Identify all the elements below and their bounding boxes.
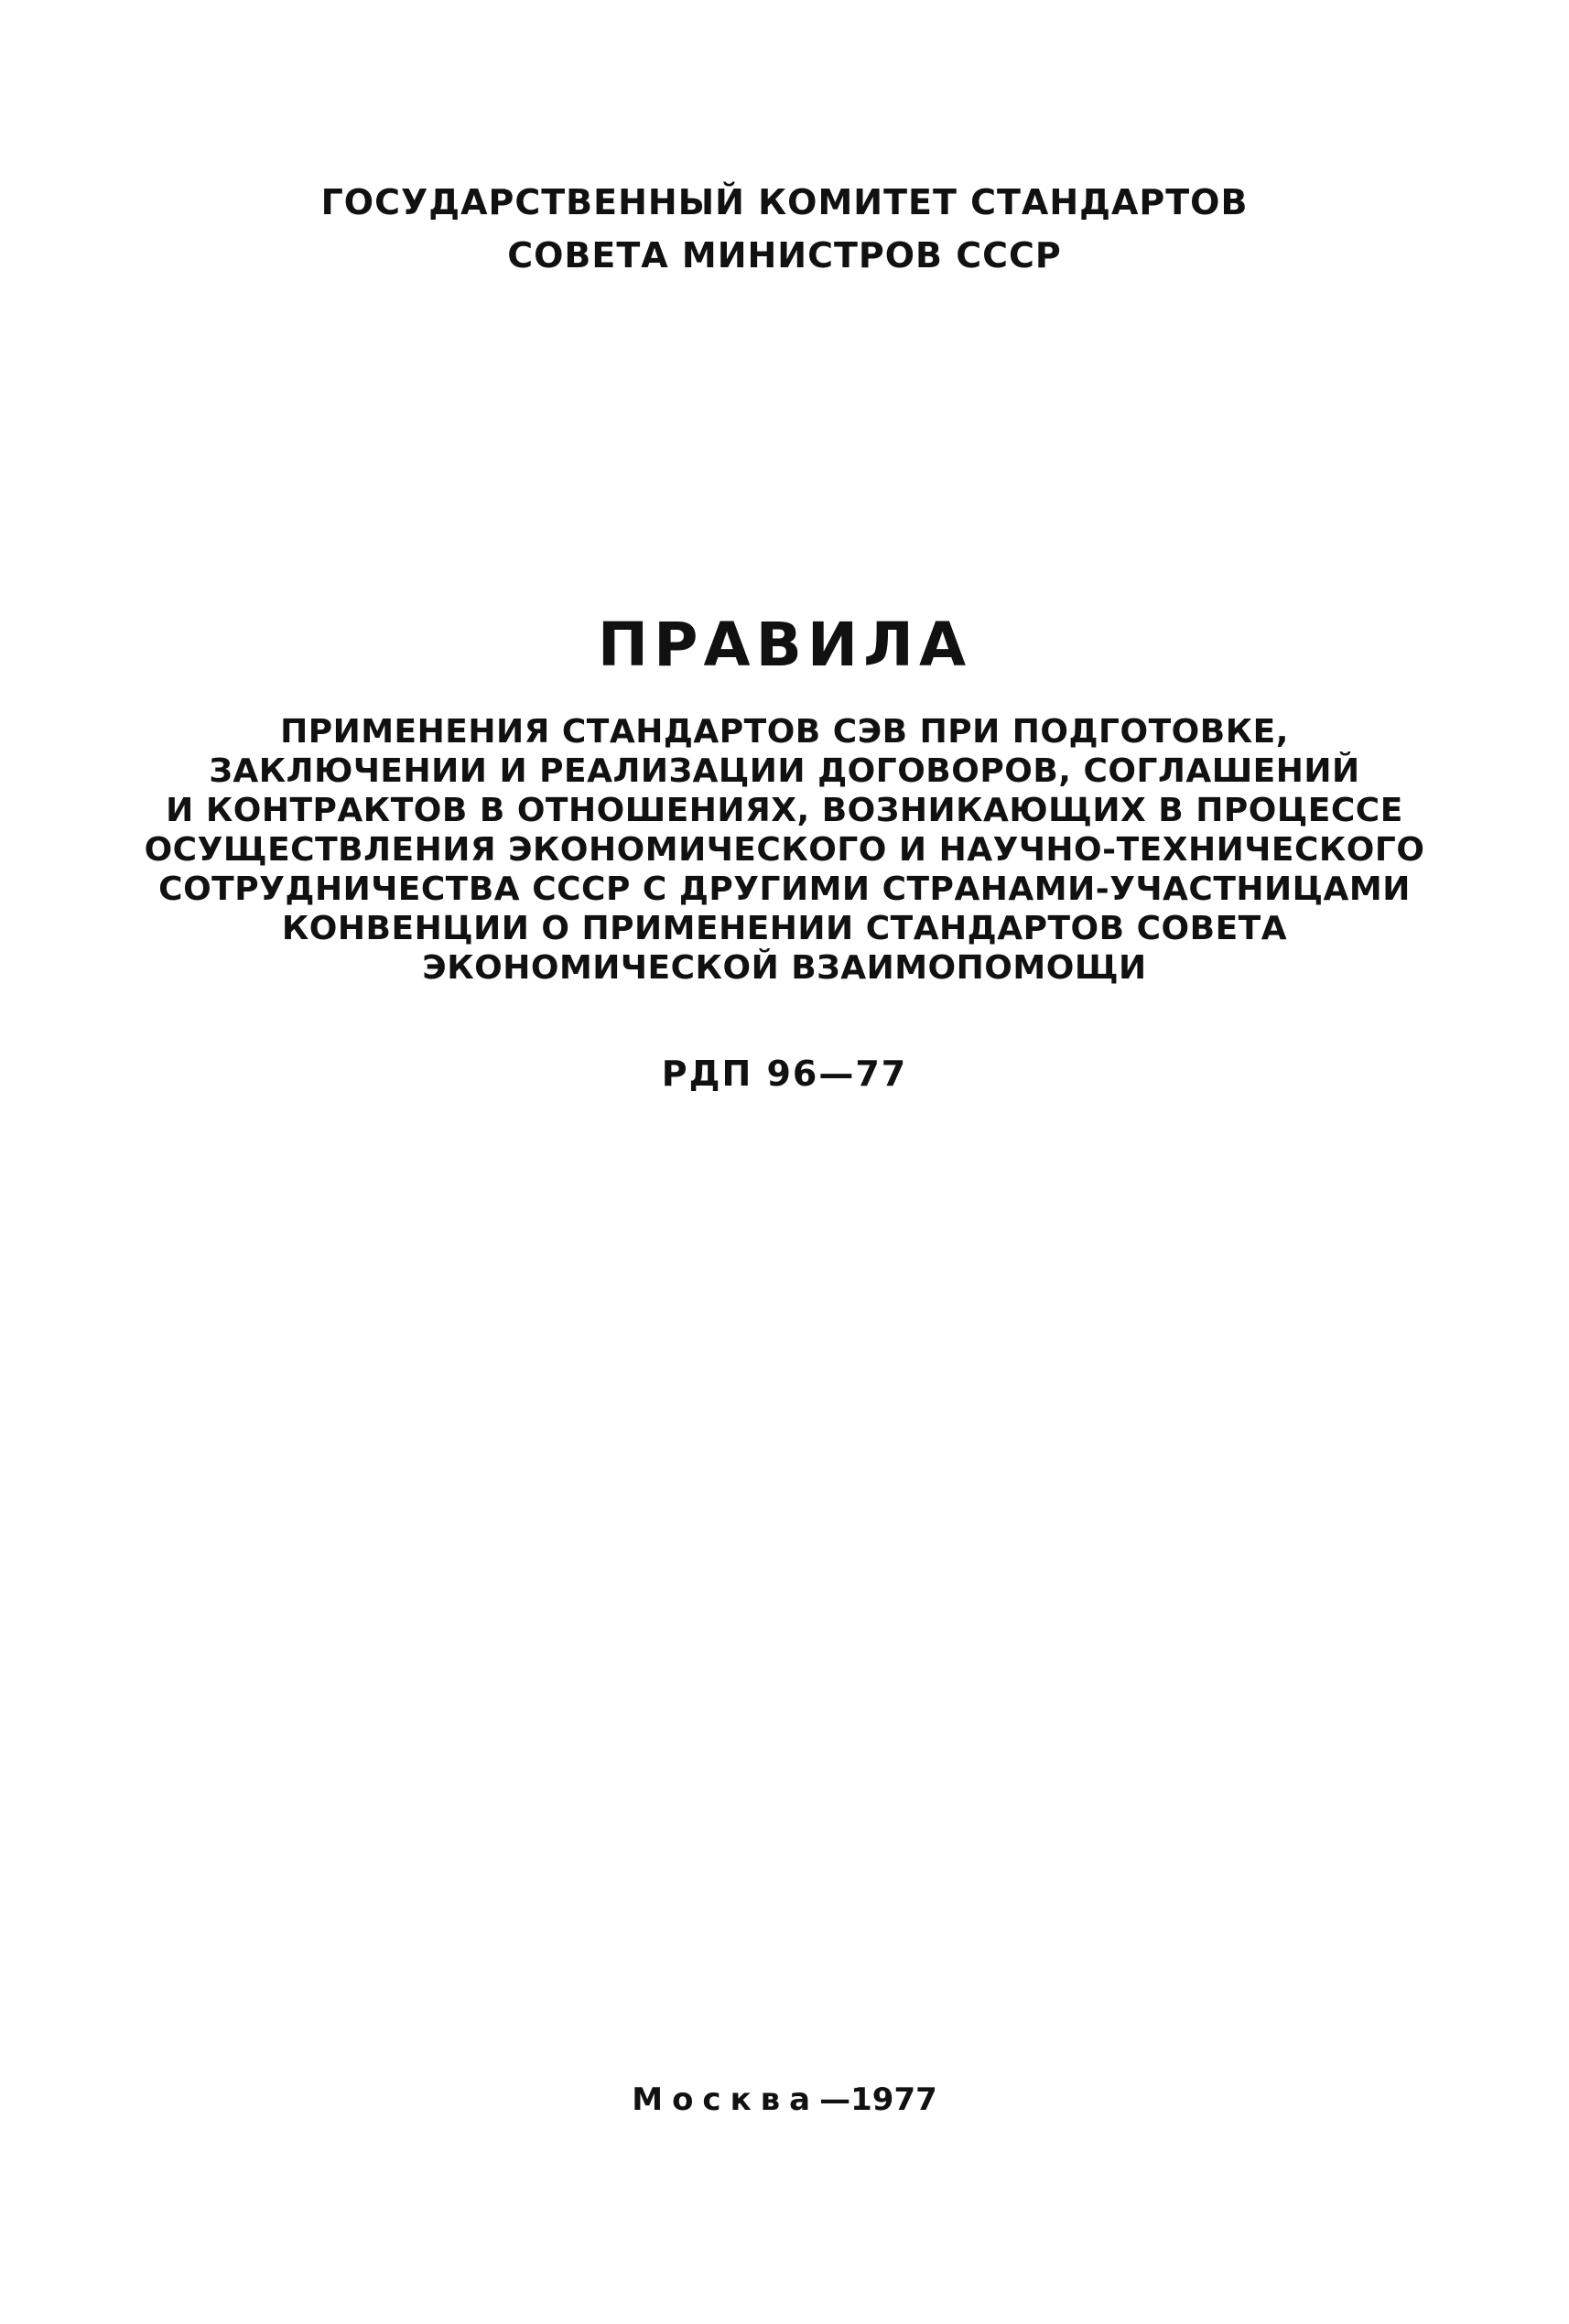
organization-line-1: ГОСУДАРСТВЕННЫЙ КОМИТЕТ СТАНДАРТОВ <box>320 182 1249 222</box>
imprint-separator: — <box>819 2081 851 2118</box>
document-subtitle <box>0 712 1569 988</box>
subtitle-line-6: КОНВЕНЦИИ О ПРИМЕНЕНИИ СТАНДАРТОВ СОВЕТА <box>281 910 1288 947</box>
document-code: РДП 96—77 <box>661 1054 908 1094</box>
subtitle-line-7: ЭКОНОМИЧЕСКОЙ ВЗАИМОПОМОЩИ <box>422 949 1147 987</box>
subtitle-line-2: ЗАКЛЮЧЕНИИ И РЕАЛИЗАЦИИ ДОГОВОРОВ, СОГЛАШЕНИЙ <box>209 752 1360 790</box>
issuing-organization <box>0 176 1569 282</box>
imprint-year: 1977 <box>850 2081 937 2118</box>
subtitle-line-1: ПРИМЕНЕНИЯ СТАНДАРТОВ СЭВ ПРИ ПОДГОТОВКЕ, <box>280 713 1289 751</box>
document-title: ПРАВИЛА <box>597 610 972 680</box>
imprint <box>0 2080 1569 2120</box>
organization-line-2: СОВЕТА МИНИСТРОВ СССР <box>507 235 1062 276</box>
subtitle-line-4: ОСУЩЕСТВЛЕНИЯ ЭКОНОМИЧЕСКОГО И НАУЧНО-ТЕХНИЧЕСКОГО <box>144 831 1425 869</box>
subtitle-line-3: И КОНТРАКТОВ В ОТНОШЕНИЯХ, ВОЗНИКАЮЩИХ В ПРОЦЕССЕ <box>166 792 1403 829</box>
subtitle-line-5: СОТРУДНИЧЕСТВА СССР С ДРУГИМИ СТРАНАМИ-УЧАСТНИЦАМИ <box>158 870 1411 908</box>
imprint-city: Москва <box>632 2081 820 2118</box>
